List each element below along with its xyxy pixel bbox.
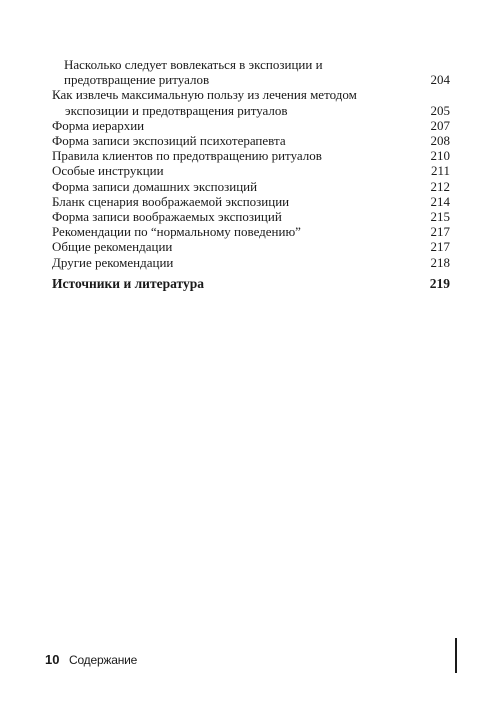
toc-entry-title: Насколько следует вовлекаться в экспозиции и предотвращение ритуалов (64, 57, 323, 88)
footer-page-number: 10 (45, 652, 60, 667)
toc-entry-title: Бланк сценария воображаемой экспозиции (52, 193, 290, 209)
page-footer (45, 652, 455, 674)
toc-entry-page: 205 (430, 102, 450, 118)
toc-entry-page: 210 (430, 148, 450, 164)
toc-entry (52, 87, 450, 117)
toc-major-entry-title: Источники и литература (52, 275, 204, 291)
toc-entry (52, 133, 450, 148)
toc-entry-page: 214 (430, 193, 450, 209)
toc-entry-title: Форма записи экспозиций психотерапевта (52, 133, 286, 149)
toc-major-entry-page: 219 (429, 275, 450, 291)
toc-entry-page: 211 (430, 163, 450, 179)
toc-entry (52, 224, 450, 239)
footer-section-title: Содержание (69, 653, 138, 667)
toc-entry-page: 208 (430, 133, 450, 149)
toc-entry (52, 118, 450, 133)
toc-major-entry (52, 276, 450, 292)
toc-entry-title: Особые инструкции (52, 163, 164, 179)
footer-edge-bar (455, 638, 457, 673)
toc-entry-title: Другие рекомендации (52, 254, 174, 270)
toc-entry (52, 255, 450, 270)
toc-entry-page: 217 (430, 224, 450, 240)
table-of-contents (52, 57, 450, 292)
toc-entry-page: 204 (430, 72, 450, 88)
toc-entry-title: Общие рекомендации (52, 239, 173, 255)
toc-entry-title: Как извлечь максимальную пользу из лечения методом экспозиции и предотвращения ритуалов (52, 87, 357, 118)
toc-entry-title: Форма иерархии (52, 117, 145, 133)
toc-entry (52, 239, 450, 254)
toc-entry-title: Правила клиентов по предотвращению ритуалов (52, 148, 322, 164)
toc-entry (52, 179, 450, 194)
toc-entry-title: Рекомендации по “нормальному поведению” (52, 224, 301, 240)
toc-entry (52, 194, 450, 209)
toc-entry (52, 209, 450, 224)
toc-entry (52, 57, 450, 87)
toc-entry (52, 163, 450, 178)
toc-entry-page: 212 (430, 178, 450, 194)
toc-entry-title: Форма записи воображаемых экспозиций (52, 209, 282, 225)
toc-entry-page: 215 (430, 209, 450, 225)
toc-entry-page: 218 (430, 254, 450, 270)
toc-entry-page: 217 (430, 239, 450, 255)
toc-entry-page: 207 (430, 117, 450, 133)
toc-entry (52, 148, 450, 163)
toc-entry-title: Форма записи домашних экспозиций (52, 178, 258, 194)
